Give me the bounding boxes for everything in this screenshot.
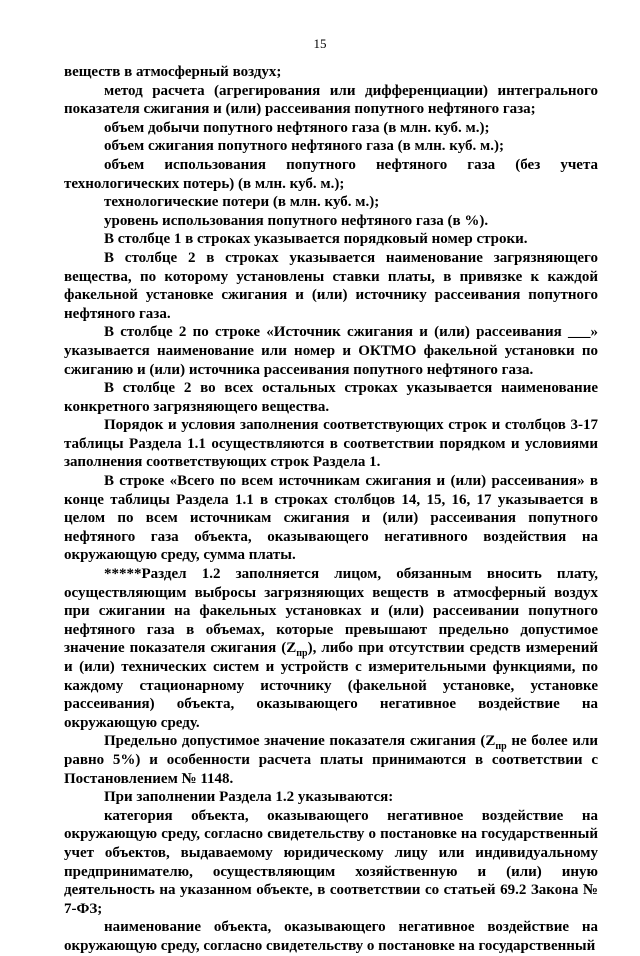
paragraph: В строке «Всего по всем источникам сжигания и (или) рассеивания» в конце таблицы Раздела 1.1 в строках столбцов 14, 15, 16, 17 указывается в целом по всем источникам сжигания и (или) рассеивания попутного нефтяного газа объекта, оказывающего негативного воздействия на окружающую среду, сумма платы. xyxy=(64,473,598,564)
text-run: не более или равно 5%) и особенности расчета платы принимаются в соответствии с Постановлением № 1148. xyxy=(64,733,599,787)
paragraph: категория объекта, оказывающего негативное воздействие на окружающую среду, согласно свидетельству о постановке на государственный учет объектов, выдаваемому юридическому лицу или индивидуальному предпринимателю, осуществляющим хозяйственную и (или) иную деятельность на указанном объекте, в соответствии со статьей 69.2 Закона № 7-ФЗ; xyxy=(64,807,598,917)
paragraph: технологические потери (в млн. куб. м.); xyxy=(104,194,380,211)
page-number: 15 xyxy=(313,36,327,51)
subscript: пр xyxy=(495,741,507,753)
text-run: Предельно допустимое значение показателя сжигания (Z xyxy=(104,733,496,750)
paragraph: Порядок и условия заполнения соответствующих строк и столбцов 3-17 таблицы Раздела 1.1 осуществляются в соответствии порядком и условиями заполнения соответствующих строк Раздела 1. xyxy=(64,417,598,471)
paragraph: В столбце 2 в строках указывается наименование загрязняющего вещества, по которому установлены ставки платы, в привязке к каждой факельной установке сжигания и (или) источнику рассеивания попутного нефтяного газа. xyxy=(64,249,598,322)
paragraph xyxy=(64,565,598,732)
paragraph: В столбце 1 в строках указывается порядковый номер строки. xyxy=(104,231,528,248)
document-body xyxy=(64,63,598,956)
paragraph: наименование объекта, оказывающего негативное воздействие на окружающую среду, согласно свидетельству о постановке на государственный xyxy=(64,919,598,954)
paragraph: В столбце 2 по строке «Источник сжигания и (или) рассеивания ___» указывается наименование или номер и ОКТМО факельной установки по сжиганию и (или) источника рассеивания попутного нефтяного газа. xyxy=(64,324,598,378)
text-run: *****Раздел 1.2 заполняется лицом, обязанным вносить плату, осуществляющим выбросы загрязняющих веществ в атмосферный воздух при сжигании на факельных установках и (или) рассеивании попутного нефтяного газа в объемах, которые превышают предельно допустимое значение показателя сжигания (Z xyxy=(64,566,598,657)
paragraph: метод расчета (агрегирования или дифференциации) интегрального показателя сжигания и (или) рассеивания попутного нефтяного газа; xyxy=(64,82,598,118)
subscript: пр xyxy=(296,648,308,660)
paragraph xyxy=(64,732,598,788)
paragraph: веществ в атмосферный воздух; xyxy=(64,64,282,80)
paragraph: объем сжигания попутного нефтяного газа (в млн. куб. м.); xyxy=(104,138,504,155)
paragraph: В столбце 2 во всех остальных строках указывается наименование конкретного загрязняющего вещества. xyxy=(64,380,598,415)
text-run: ), либо при отсутствии средств измерений и (или) технических систем и устройств с измерительными функциями, по каждому стационарному источнику (факельной установке, установке рассеивания) объекта, оказывающего негативное воздействие на окружающую среду. xyxy=(64,640,598,731)
paragraph: объем добычи попутного нефтяного газа (в млн. куб. м.); xyxy=(104,119,490,136)
paragraph: объем использования попутного нефтяного газа (без учета технологических потерь) (в млн. куб. м.); xyxy=(64,156,598,192)
paragraph: При заполнении Раздела 1.2 указываются: xyxy=(104,789,394,806)
paragraph: уровень использования попутного нефтяного газа (в %). xyxy=(104,212,489,229)
